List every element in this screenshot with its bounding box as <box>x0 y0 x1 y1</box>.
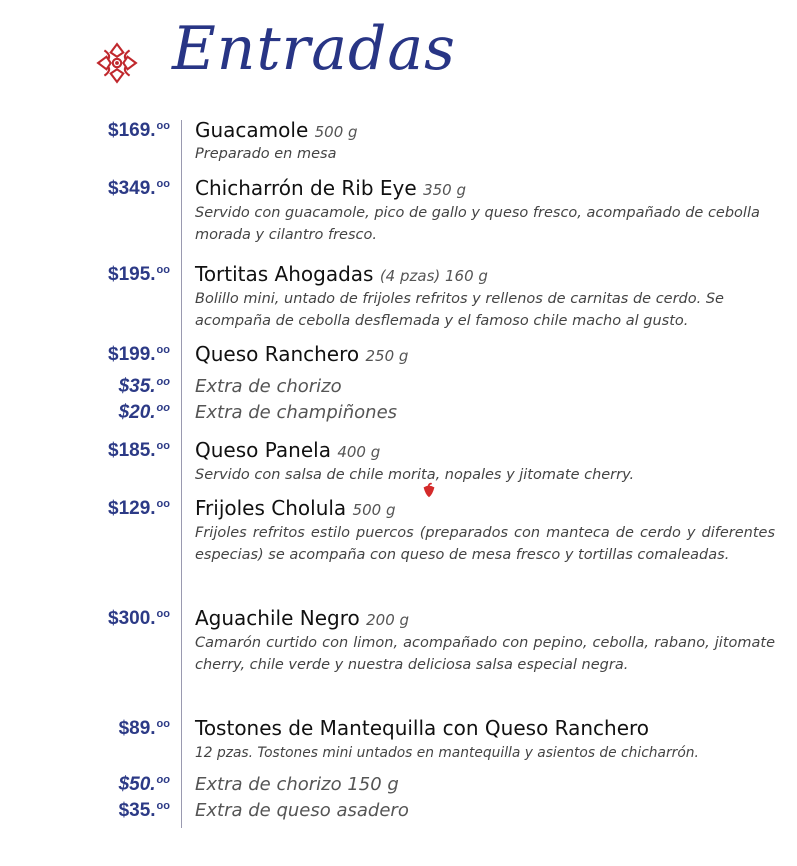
item-name <box>195 176 466 200</box>
item-name-text: Chicharrón de Rib Eye <box>195 176 417 200</box>
item-name-text: Guacamole <box>195 118 309 142</box>
item-price <box>108 608 170 630</box>
item-price <box>108 498 170 520</box>
item-name-text: Aguachile Negro <box>195 606 360 630</box>
price-cents: oo <box>156 440 170 452</box>
item-price <box>108 178 170 200</box>
item-name <box>195 262 488 286</box>
item-name-text: Tortitas Ahogadas <box>195 262 374 286</box>
item-weight: 400 g <box>337 443 381 461</box>
item-price <box>119 402 170 424</box>
item-price <box>119 800 170 822</box>
item-name <box>195 118 358 142</box>
price-value: $35. <box>118 376 156 397</box>
chile-icon <box>420 482 438 500</box>
item-name <box>195 438 380 462</box>
item-name-text: Tostones de Mantequilla con Queso Ranchero <box>195 716 650 740</box>
item-name-text: Queso Panela <box>195 438 331 462</box>
item-price <box>108 120 170 142</box>
item-name-text: Frijoles Cholula <box>195 496 347 520</box>
item-description: Frijoles refritos estilo puercos (preparados con manteca de cerdo y diferentes especias) se acompaña con queso de mesa fresco y tortillas comaleadas. <box>195 525 775 563</box>
item-name <box>195 496 395 520</box>
price-cents: oo <box>156 178 170 190</box>
extra-name: Extra de chorizo 150 g <box>195 774 399 795</box>
item-weight: 200 g <box>366 611 410 629</box>
price-value: $300. <box>108 608 156 629</box>
item-price <box>119 774 170 796</box>
item-weight: 350 g <box>423 181 466 199</box>
price-value: $35. <box>118 800 156 821</box>
item-name <box>195 716 649 740</box>
item-price <box>108 344 170 366</box>
item-description: Servido con guacamole, pico de gallo y queso fresco, acompañado de cebolla morada y cilantro fresco. <box>195 205 760 243</box>
item-weight: 500 g <box>352 501 396 519</box>
price-value: $50. <box>118 774 156 795</box>
item-name <box>195 606 409 630</box>
price-cents: oo <box>156 120 170 132</box>
price-cents: oo <box>156 774 170 786</box>
price-value: $185. <box>108 440 156 461</box>
item-price <box>108 440 170 462</box>
page-title: Entradas <box>172 14 456 84</box>
price-value: $349. <box>108 178 156 199</box>
item-weight: (4 pzas) 160 g <box>379 267 488 285</box>
extra-name: Extra de queso asadero <box>195 800 409 821</box>
price-value: $195. <box>108 264 156 285</box>
item-name-text: Queso Ranchero <box>195 342 360 366</box>
price-cents: oo <box>156 264 170 276</box>
price-cents: oo <box>156 800 170 812</box>
price-cents: oo <box>156 376 170 388</box>
extra-name: Extra de champiñones <box>195 402 398 423</box>
price-value: $20. <box>118 402 156 423</box>
price-value: $199. <box>108 344 156 365</box>
item-description: Preparado en mesa <box>195 146 337 162</box>
item-price <box>119 718 170 740</box>
price-cents: oo <box>156 718 170 730</box>
price-cents: oo <box>156 608 170 620</box>
price-value: $169. <box>108 120 156 141</box>
price-cents: oo <box>156 344 170 356</box>
ornament-icon <box>96 42 138 84</box>
item-description: 12 pzas. Tostones mini untados en mantequilla y asientos de chicharrón. <box>195 745 699 761</box>
item-weight: 500 g <box>314 123 358 141</box>
item-description: Camarón curtido con limon, acompañado con pepino, cebolla, rabano, jitomate cherry, chile verde y nuestra deliciosa salsa especial negra. <box>195 635 775 673</box>
item-description: Servido con salsa de chile morita, nopales y jitomate cherry. <box>195 467 635 483</box>
item-weight: 250 g <box>365 347 409 365</box>
price-cents: oo <box>156 498 170 510</box>
item-price <box>119 376 170 398</box>
price-value: $89. <box>118 718 156 739</box>
vertical-divider <box>181 120 182 828</box>
item-description: Bolillo mini, untado de frijoles refritos y rellenos de carnitas de cerdo. Se acompaña de cebolla desflemada y el famoso chile macho al gusto. <box>195 291 724 329</box>
price-value: $129. <box>108 498 156 519</box>
extra-name: Extra de chorizo <box>195 376 342 397</box>
price-cents: oo <box>156 402 170 414</box>
item-name <box>195 342 408 366</box>
item-price <box>108 264 170 286</box>
